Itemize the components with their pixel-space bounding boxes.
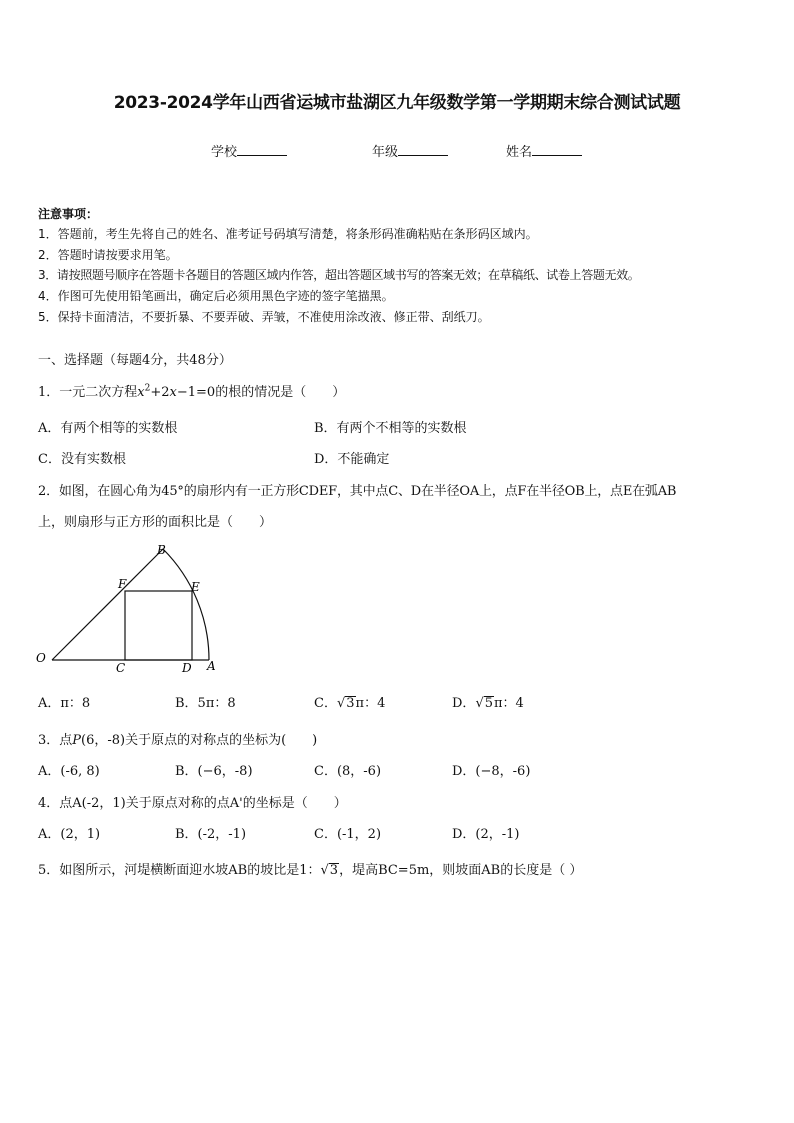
label-c: C — [116, 661, 126, 674]
q1-option-d: D．不能确定 — [314, 452, 390, 467]
notice-item-5: 5．保持卡面清洁，不要折暴、不要弄破、弄皱，不准使用涂改液、修正带、刮纸刀。 — [38, 310, 490, 324]
q2-option-d-radicand: 5 — [484, 696, 494, 711]
name-field — [506, 141, 582, 160]
q2-option-d-prefix: D． — [452, 696, 476, 711]
q5-prefix: 5．如图所示，河堤横断面迎水坡AB的坡比是1： — [38, 863, 321, 878]
q3-point: P — [72, 733, 82, 748]
school-field — [211, 141, 287, 160]
grade-label: 年级 — [372, 145, 399, 160]
q1-x: x — [137, 385, 145, 400]
label-o: O — [36, 651, 46, 665]
notice-item-2: 2．答题时请按要求用笔。 — [38, 248, 178, 262]
q2-option-d — [452, 692, 524, 711]
q4-option-a: A．(2，1) — [38, 827, 101, 842]
q4-option-c: C．(-1，2) — [314, 827, 382, 842]
q1-prefix: 1．一元二次方程 — [38, 385, 138, 400]
q2-option-c-prefix: C． — [314, 696, 337, 711]
q5-radicand: 3 — [329, 863, 339, 878]
notice-heading: 注意事项： — [38, 207, 99, 221]
q5-suffix: ，堤高BC=5m，则坡面AB的长度是（ ） — [339, 863, 583, 878]
square-cdef — [125, 591, 192, 660]
q4-option-b: B．(-2，-1) — [175, 827, 247, 842]
label-d: D — [182, 661, 192, 674]
sqrt-sign: √ — [475, 696, 484, 711]
q2-option-d-suffix: π：4 — [494, 696, 524, 711]
grade-blank — [398, 143, 448, 156]
question-3 — [38, 729, 317, 748]
school-blank — [237, 143, 287, 156]
radius-ob — [52, 549, 163, 660]
q3-option-d: D．(−8，-6) — [452, 764, 531, 779]
q1-exponent: 2 — [144, 383, 151, 394]
sqrt-sign: √ — [320, 863, 329, 878]
name-blank — [532, 143, 582, 156]
grade-field — [372, 141, 448, 160]
label-a: A — [207, 659, 216, 673]
arc-ab — [163, 549, 209, 660]
question-2-line-1: 2．如图，在圆心角为45°的扇形内有一正方形CDEF，其中点C、D在半径OA上，点F在半径OB上，点E在弧AB — [38, 484, 677, 499]
question-4: 4．点A(-2，1)关于原点对称的点A'的坐标是（ ） — [38, 796, 347, 811]
q2-sector-figure — [30, 538, 230, 674]
q3-option-c: C．(8，-6) — [314, 764, 382, 779]
notice-item-1: 1．答题前，考生先将自己的姓名、准考证号码填写清楚，将条形码准确粘贴在条形码区域内。 — [38, 227, 538, 241]
label-b: B — [157, 543, 166, 557]
q3-option-a: A．(-6, 8) — [38, 764, 100, 779]
q1-option-c: C．没有实数根 — [38, 452, 126, 467]
name-label: 姓名 — [506, 145, 533, 160]
q3-suffix: (6，-8)关于原点的对称点的坐标为( ) — [81, 733, 318, 748]
label-f: F — [118, 577, 127, 591]
q3-option-b: B．(−6，-8) — [175, 764, 253, 779]
q2-option-b: B．5π：8 — [175, 696, 236, 711]
q1-x2: x — [169, 385, 177, 400]
section-heading: 一、选择题（每题4分，共48分） — [38, 353, 232, 368]
q1-option-a: A．有两个相等的实数根 — [38, 421, 178, 436]
q4-option-d: D．(2，-1) — [452, 827, 520, 842]
notice-item-3: 3．请按照题号顺序在答题卡各题目的答题区域内作答，超出答题区域书写的答案无效；在草稿纸、试卷上答题无效。 — [38, 268, 640, 282]
q2-option-c-suffix: π：4 — [355, 696, 386, 711]
q1-option-b: B．有两个不相等的实数根 — [314, 421, 467, 436]
q3-prefix: 3．点 — [38, 733, 73, 748]
label-e: E — [191, 580, 200, 594]
q1-end: −1=0 — [176, 385, 216, 400]
q2-option-c-radicand: 3 — [346, 696, 355, 711]
page-title: 2023-2024学年山西省运城市盐湖区九年级数学第一学期期末综合测试试题 — [113, 93, 681, 113]
q2-option-a: A．π：8 — [38, 696, 91, 711]
q2-option-c — [314, 692, 385, 711]
sqrt-sign: √ — [336, 696, 346, 711]
school-label: 学校 — [211, 145, 238, 160]
question-2-line-2: 上，则扇形与正方形的面积比是（ ） — [38, 515, 273, 530]
question-5 — [38, 859, 582, 878]
notice-item-4: 4．作图可先使用铅笔画出，确定后必须用黑色字迹的签字笔描黑。 — [38, 289, 394, 303]
question-1 — [38, 381, 345, 400]
q1-suffix: 的根的情况是（ ） — [215, 385, 346, 400]
q1-mid: +2 — [150, 385, 170, 400]
